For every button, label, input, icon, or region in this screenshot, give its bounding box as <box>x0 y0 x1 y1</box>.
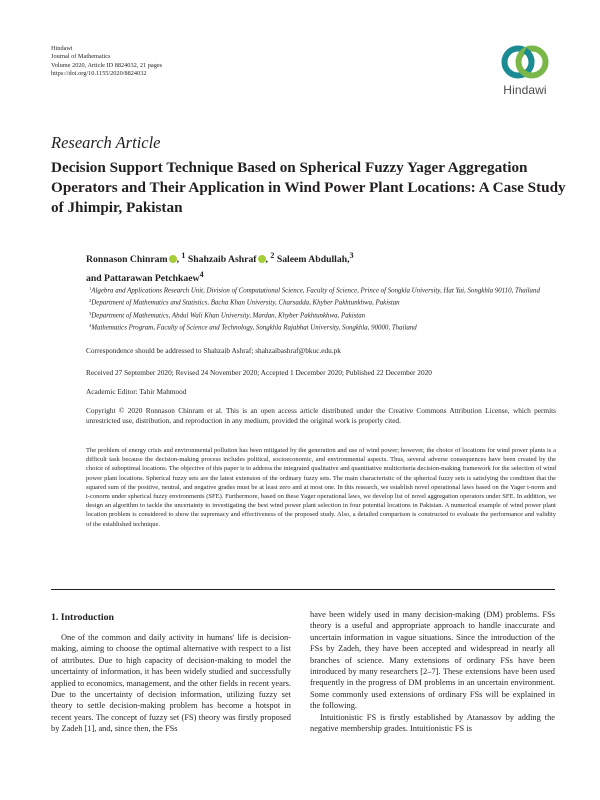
affiliation-number: 2 <box>89 298 92 304</box>
affiliation <box>86 296 556 308</box>
doi-link[interactable]: https://doi.org/10.1155/2020/8824032 <box>51 69 147 77</box>
journal-name: Journal of Mathematics <box>51 53 111 61</box>
affiliation-number: 3 <box>89 310 92 316</box>
publication-dates: Received 27 September 2020; Revised 24 November 2020; Accepted 1 December 2020; Published 22 December 2020 <box>86 368 432 377</box>
author-affiliation-mark: 2 <box>270 251 275 260</box>
author-affiliation-mark: 1 <box>181 251 186 260</box>
copyright-notice: Copyright © 2020 Ronnason Chinram et al. This is an open access article distributed under the Creative Commons Attribution License, which permits unrestricted use, distribution, and reproduction in any medium, provided the original work is properly cited. <box>86 406 556 425</box>
affiliation <box>86 284 556 296</box>
author-name: Ronnason Chinram <box>86 254 168 266</box>
section-heading: 1. Introduction <box>51 612 114 623</box>
affiliation-number: 4 <box>89 322 92 328</box>
section-divider <box>51 589 555 590</box>
affiliation-number: 1 <box>89 286 92 291</box>
affiliation-text: Mathematics Program, Faculty of Science and Technology, Songkhla Rajabhat University, Songkhla, 90000, Thailand <box>91 324 417 332</box>
abstract: The problem of energy crisis and environmental pollution has been mitigated by the generation and use of wind power; however, the choice of locations for wind power plants is a difficult task because the decision-making process includes political, socioeconomic, and environmental aspects. Thus, several adverse consequences have been created by the choice of suboptimal locations. The objective of this paper is to address the integrated qualitative and quantitative multicriteria decision-making framework for the selection of wind power plant locations. Spherical fuzzy sets are the latest extension of the ordinary fuzzy sets. The main characteristic of the spherical fuzzy sets is satisfying the condition that the squared sum of the positive, neutral, and negative grades must be at least zero and at most one. In this research, we establish novel operational laws based on the Yager t-norm and t-conorm under spherical fuzzy environments (SFE). Furthermore, based on these Yager operational laws, we develop list of novel aggregation operators under SFE. In addition, we design an algorithm to tackle the uncertainty to investigating the best wind power plant selection in four potential locations in Pakistan. A numerical example of wind power plant location problem is considered to show the supremacy and effectiveness of the proposed study. Also, a detailed comparison is constructed to evaluate the performance and validity of the established technique. <box>86 447 556 528</box>
author-list <box>86 249 566 286</box>
orcid-icon[interactable] <box>169 255 177 263</box>
intro-left-column <box>51 632 291 735</box>
affiliation <box>86 321 556 333</box>
author-name: Saleem Abdullah, <box>276 254 350 266</box>
volume-line: Volume 2020, Article ID 8824032, 21 pages <box>51 61 163 69</box>
hindawi-logo <box>495 40 555 97</box>
affiliation <box>86 309 556 321</box>
orcid-icon[interactable] <box>258 255 266 263</box>
article-type: Research Article <box>51 133 161 152</box>
affiliation-text: Algebra and Applications Research Unit, Division of Computational Science, Faculty of Science, Prince of Songkla University, Hat Yai, Songkhla 90110, Thailand <box>91 287 540 295</box>
author-name: and Pattarawan Petchkaew <box>86 272 200 284</box>
journal-info <box>51 45 162 78</box>
affiliation-text: Department of Mathematics, Abdul Wali Khan University, Mardan, Khyber Pakhtunkhwa, Pakistan <box>91 312 366 320</box>
paragraph: Intuitionistic FS is firstly established by Atanassov by adding the negative membership grades. Intuitionistic FS is <box>310 712 555 734</box>
hindawi-logo-icon <box>500 40 550 84</box>
paragraph: One of the common and daily activity in humans' life is decision-making, aiming to choose the optimal alternative with respect to a list of attributes. Due to high capacity of decision-making to model the uncertainty of information, it has been widely studied and successfully applied to economics, management, and the other fields in recent years. Due to the uncertainty of decision information, utilizing fuzzy set theory to settle decision-making problem has become a hotspot in recent years. The concept of fuzzy set (FS) theory was firstly proposed by Zadeh [1], and, since then, the FSs <box>51 633 291 734</box>
author-affiliation-mark: 3 <box>349 251 354 260</box>
author-name: Shahzaib Ashraf <box>187 254 257 266</box>
affiliations <box>86 284 556 333</box>
logo-text: Hindawi <box>503 83 547 97</box>
academic-editor: Academic Editor: Tahir Mahmood <box>86 387 187 396</box>
correspondence-note: Correspondence should be addressed to Shahzaib Ashraf; shahzaibashraf@bkuc.edu.pk <box>86 346 341 355</box>
affiliation-text: Department of Mathematics and Statistics, Bacha Khan University, Charsadda, Khyber Pakhtunkhwa, Pakistan <box>91 299 400 307</box>
article-title: Decision Support Technique Based on Spherical Fuzzy Yager Aggregation Operators and Their Application in Wind Power Plant Locations: A Case Study of Jhimpir, Pakistan <box>51 159 566 216</box>
author-separator: , <box>265 254 271 266</box>
publisher-name: Hindawi <box>51 45 73 52</box>
author-separator: , <box>176 254 182 266</box>
intro-right-column <box>310 609 555 734</box>
paragraph: have been widely used in many decision-making (DM) problems. FSs theory is a useful and appropriate approach to handle inaccurate and uncertain information in vague situations. Since the introduction of the FSs by Zadeh, they have been accepted and widespread in nearly all branches of science. Many extensions of ordinary FSs have been introduced by many researchers [2–7]. These extensions have been used frequently in the progress of DM problems in an uncertain environment. Some commonly used extensions of ordinary FSs will be explained in the following. <box>310 610 555 711</box>
author-affiliation-mark: 4 <box>199 269 204 279</box>
